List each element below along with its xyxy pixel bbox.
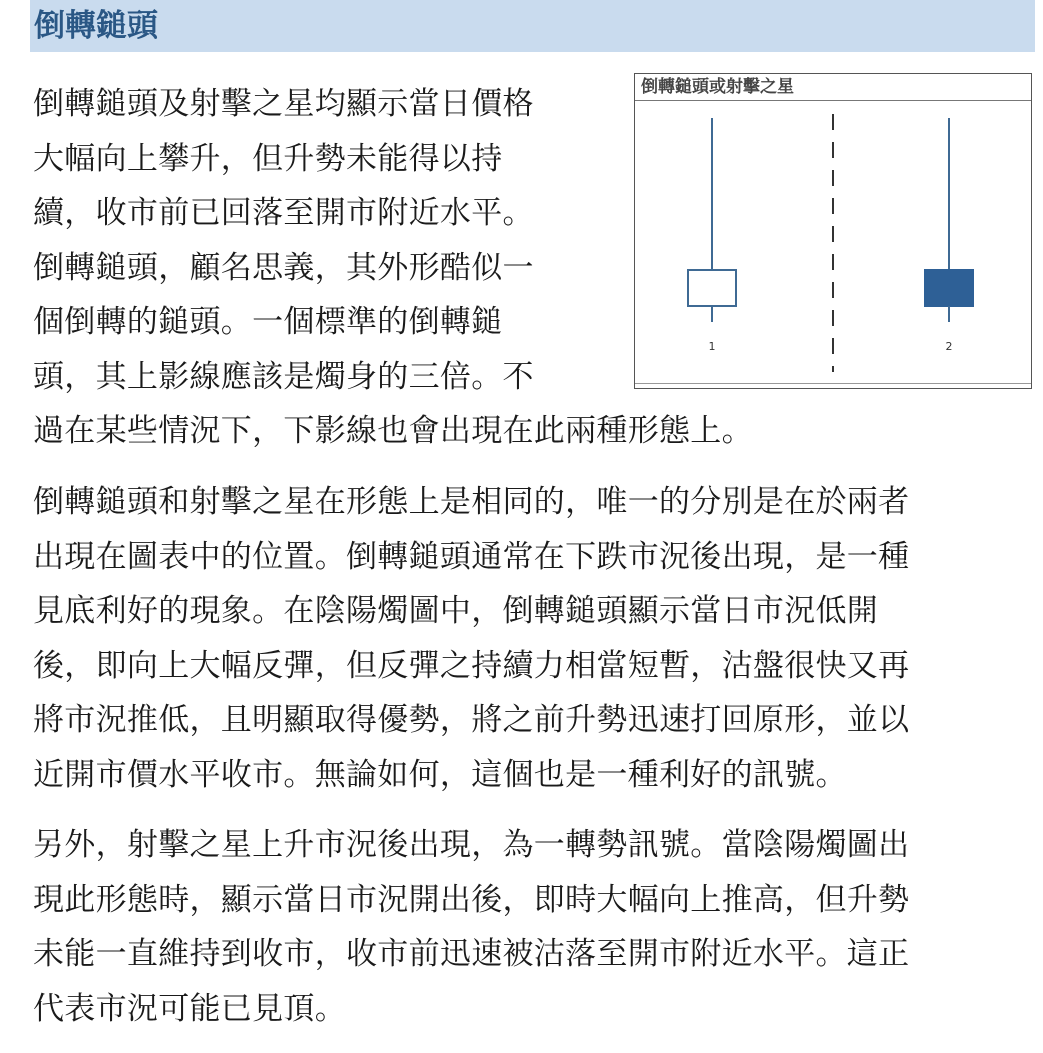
candlestick-figure: [634, 73, 1032, 389]
paragraph-line: 大幅向上攀升，但升勢未能得以持: [33, 140, 503, 177]
paragraph-line: 倒轉鎚頭和射擊之星在形態上是相同的，唯一的分別是在於兩者: [33, 484, 910, 520]
candle-1-body: [688, 270, 736, 306]
section-header: [30, 0, 1035, 52]
paragraph-line: 另外，射擊之星上升市況後出現，為一轉勢訊號。當陰陽燭圖出: [33, 827, 910, 863]
candlestick-diagram: [635, 100, 1031, 386]
paragraph-3: [33, 818, 909, 1036]
paragraph-line: 未能一直維持到收市，收市前迅速被沽落至開市附近水平。這正: [33, 936, 910, 972]
paragraph-2: [33, 475, 909, 802]
paragraph-line: 個倒轉的鎚頭。一個標準的倒轉鎚: [33, 304, 503, 340]
paragraph-line: 出現在圖表中的位置。倒轉鎚頭通常在下跌市況後出現，是一種: [33, 538, 910, 575]
paragraph-line: 後，即向上大幅反彈，但反彈之持續力相當短暫，沽盤很快又再: [33, 647, 910, 684]
paragraph-line: 倒轉鎚頭，顧名思義，其外形酷似一: [33, 249, 534, 286]
paragraph-line: 見底利好的現象。在陰陽燭圖中，倒轉鎚頭顯示當日市況低開: [33, 593, 879, 629]
section-title: 倒轉鎚頭: [34, 8, 158, 44]
paragraph-line: 將市況推低，且明顯取得優勢，將之前升勢迅速打回原形，並以: [33, 702, 910, 738]
candle-1-label: 1: [708, 340, 716, 353]
paragraph-line: 過在某些情況下，下影線也會出現在此兩種形態上。: [33, 413, 753, 449]
figure-bottom-rule: [635, 383, 1031, 384]
paragraph-line: 續，收市前已回落至開市附近水平。: [33, 195, 534, 231]
paragraph-line: 代表市況可能已見頂。: [33, 990, 346, 1027]
candle-2-body: [925, 270, 973, 306]
candle-2-label: 2: [945, 340, 953, 353]
figure-title: 倒轉鎚頭或射擊之星: [635, 74, 1031, 101]
paragraph-line: 倒轉鎚頭及射擊之星均顯示當日價格: [33, 86, 534, 122]
paragraph-line: 現此形態時，顯示當日市況開出後，即時大幅向上推高，但升勢: [33, 881, 910, 918]
paragraph-line: 近開市價水平收市。無論如何，這個也是一種利好的訊號。: [33, 756, 847, 793]
paragraph-line: 頭，其上影線應該是燭身的三倍。不: [33, 358, 534, 395]
